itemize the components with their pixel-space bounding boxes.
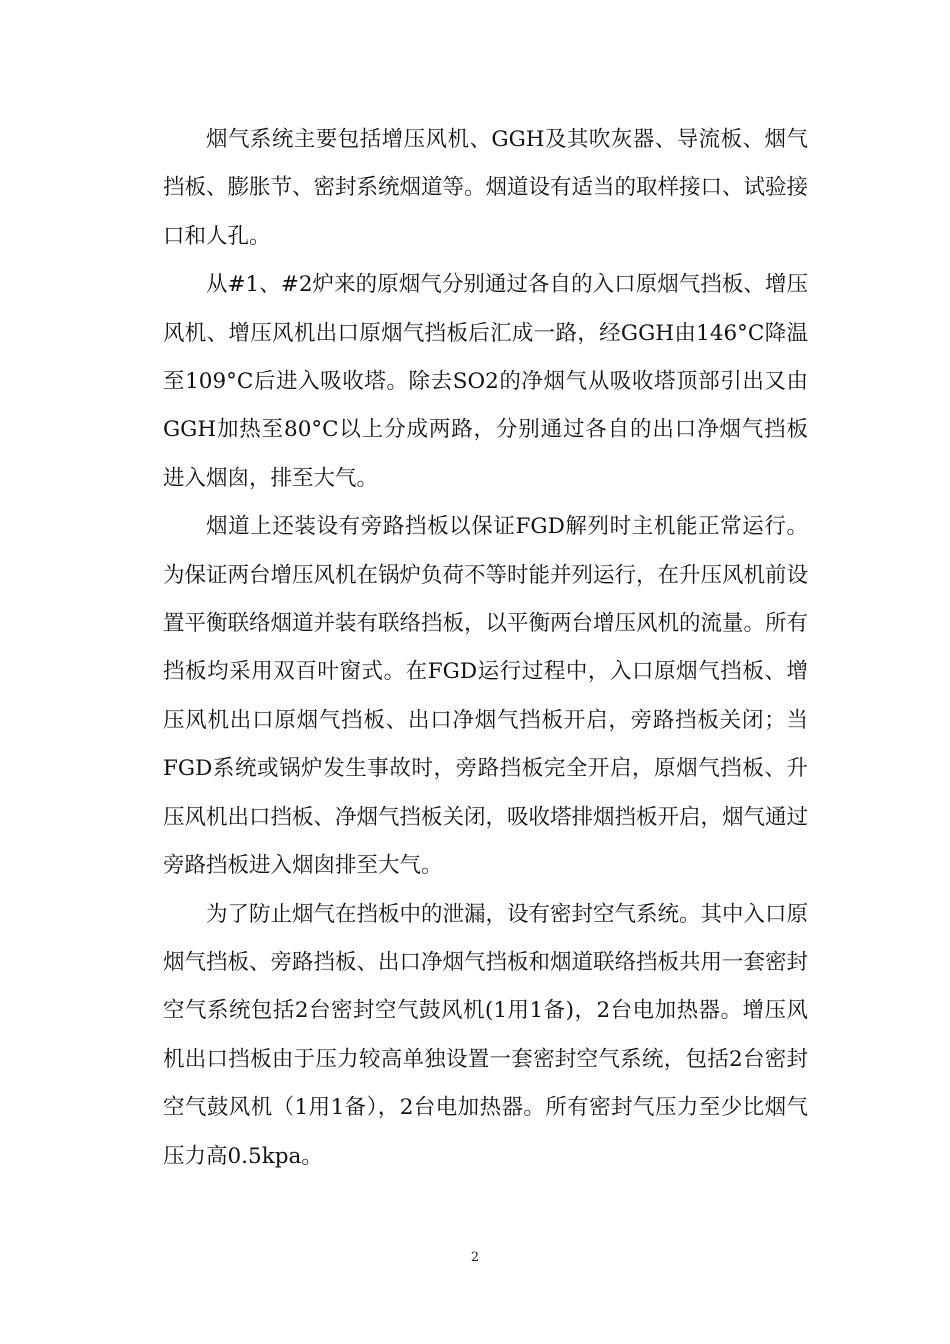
paragraph-bypass-damper: 烟道上还装设有旁路挡板以保证FGD解列时主机能正常运行。为保证两台增压风机在锅炉负荷不等时能并列运行，在升压风机前设置平衡联络烟道并装有联络挡板，以平衡两台增压风机的流量。所有挡板均采用双百叶窗式。在FGD运行过程中，入口原烟气挡板、增压风机出口原烟气挡板、出口净烟气挡板开启，旁路挡板关闭；当FGD系统或锅炉发生事故时，旁路挡板完全开启，原烟气挡板、升压风机出口挡板、净烟气挡板关闭，吸收塔排烟挡板开启，烟气通过旁路挡板进入烟囱排至大气。 (163, 514, 809, 879)
paragraph-raw-flue-gas-path: 从#1、#2炉来的原烟气分别通过各自的入口原烟气挡板、增压风机、增压风机出口原烟气挡板后汇成一路，经GGH由146°C降温至109°C后进入吸收塔。除去SO2的净烟气从吸收塔顶部引出又由GGH加热至80°C以上分成两路，分别通过各自的出口净烟气挡板进入烟囱，排至大气。 (163, 272, 808, 491)
body-text (163, 116, 808, 1181)
paragraph-seal-air-system: 为了防止烟气在挡板中的泄漏，设有密封空气系统。其中入口原烟气挡板、旁路挡板、出口净烟气挡板和烟道联络挡板共用一套密封空气系统包括2台密封空气鼓风机(1用1备)，2台电加热器。增压风机出口挡板由于压力较高单独设置一套密封空气系统，包括2台密封空气鼓风机（1用1备），2台电加热器。所有密封气压力至少比烟气压力高0.5kpa。 (163, 901, 809, 1169)
page-number: 2 (470, 1250, 480, 1265)
paragraph-flue-gas-system: 烟气系统主要包括增压风机、GGH及其吹灰器、导流板、烟气挡板、膨胀节、密封系统烟道等。烟道设有适当的取样接口、试验接口和人孔。 (163, 127, 809, 249)
